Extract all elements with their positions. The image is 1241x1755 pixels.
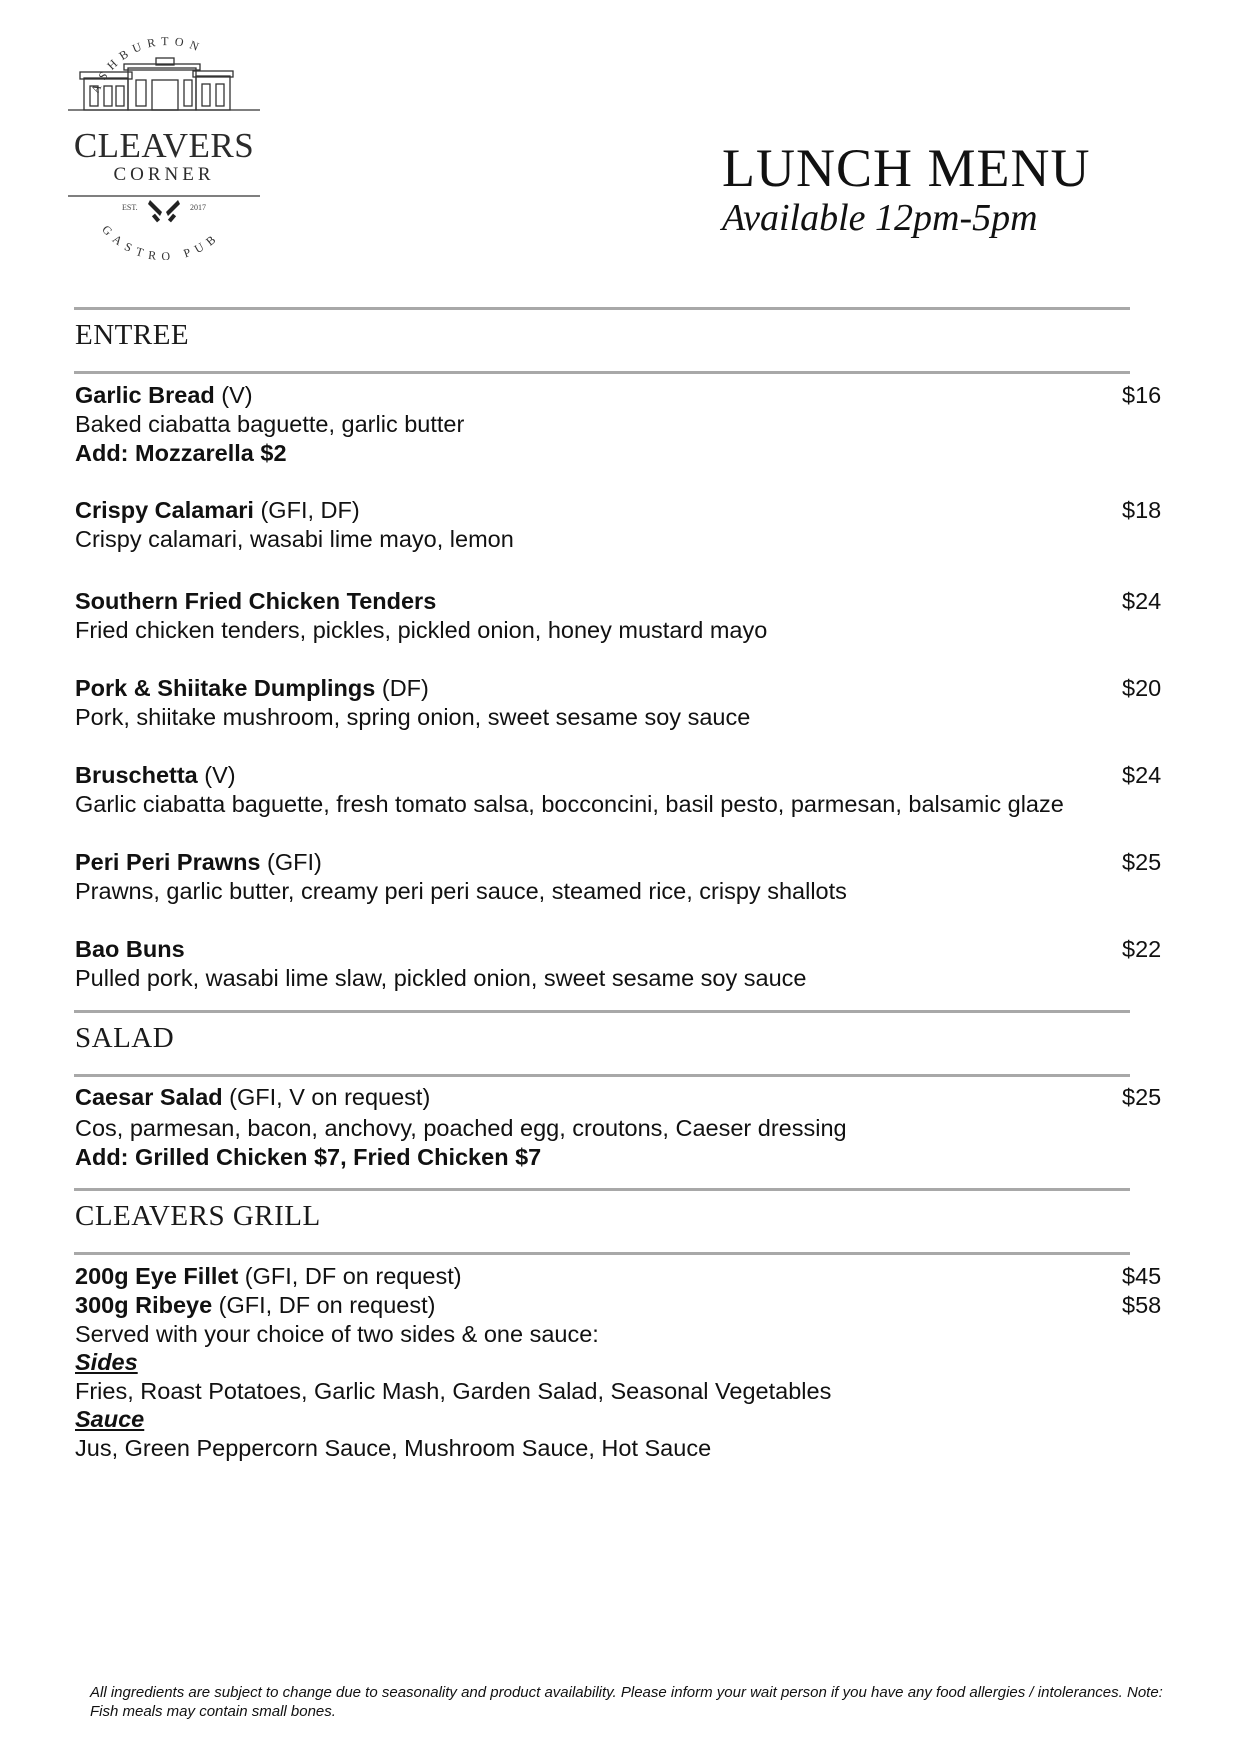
- sides-list: Fries, Roast Potatoes, Garlic Mash, Garden Salad, Seasonal Vegetables: [75, 1378, 832, 1404]
- menu-item-name: Bruschetta (V): [75, 762, 236, 788]
- sauce-heading: Sauce: [75, 1406, 145, 1432]
- menu-item-price: $24: [1122, 588, 1162, 614]
- menu-item-addon: Add: Mozzarella $2: [75, 440, 287, 466]
- menu-item-name: Pork & Shiitake Dumplings (DF): [75, 675, 429, 701]
- section-title-entree: ENTREE: [75, 319, 190, 351]
- logo-est-text: EST.: [122, 203, 138, 212]
- menu-item-description: Cos, parmesan, bacon, anchovy, poached egg, croutons, Caeser dressing: [75, 1115, 847, 1141]
- divider: [74, 371, 1130, 374]
- menu-item-description: Pulled pork, wasabi lime slaw, pickled onion, sweet sesame soy sauce: [75, 965, 807, 991]
- allergy-disclaimer: All ingredients are subject to change due to seasonality and product availability. Please inform your wait person if you have any food allergies / intolerances. Note: Fish meals may contain small bones.: [90, 1684, 1163, 1720]
- served-with-text: Served with your choice of two sides & one sauce:: [75, 1321, 599, 1347]
- menu-item-description: Crispy calamari, wasabi lime mayo, lemon: [75, 526, 514, 552]
- menu-item-name: Southern Fried Chicken Tenders: [75, 588, 437, 614]
- menu-item-name: Caesar Salad (GFI, V on request): [75, 1084, 431, 1110]
- menu-item-description: Baked ciabatta baguette, garlic butter: [75, 411, 465, 437]
- divider: [74, 1010, 1130, 1013]
- divider: [74, 1252, 1130, 1255]
- divider: [74, 1188, 1130, 1191]
- crossed-cleavers-icon: [148, 200, 180, 222]
- menu-item-name: 200g Eye Fillet (GFI, DF on request): [75, 1263, 462, 1289]
- logo-subname: CORNER: [113, 164, 215, 185]
- menu-item-name: Peri Peri Prawns (GFI): [75, 849, 322, 875]
- menu-item-price: $18: [1122, 497, 1162, 523]
- logo-year-text: 2017: [190, 203, 206, 212]
- menu-item-price: $16: [1122, 382, 1162, 408]
- svg-text:GASTRO PUB: [99, 222, 223, 260]
- menu-item-description: Prawns, garlic butter, creamy peri peri sauce, steamed rice, crispy shallots: [75, 878, 847, 904]
- menu-item-price: $25: [1122, 849, 1162, 875]
- logo-name: CLEAVERS: [73, 126, 255, 165]
- menu-item-description: Garlic ciabatta baguette, fresh tomato salsa, bocconcini, basil pesto, parmesan, balsamic glaze: [75, 791, 1064, 817]
- menu-item-price: $24: [1122, 762, 1162, 788]
- sides-heading: Sides: [75, 1349, 138, 1375]
- menu-item-price: $45: [1122, 1263, 1162, 1289]
- menu-item-price: $58: [1122, 1292, 1162, 1318]
- logo-arc-bottom-text: GASTRO PUB: [99, 222, 223, 260]
- menu-item-description: Fried chicken tenders, pickles, pickled onion, honey mustard mayo: [75, 617, 768, 643]
- section-title-grill: CLEAVERS GRILL: [75, 1200, 321, 1232]
- menu-item-name: Bao Buns: [75, 936, 185, 962]
- divider: [74, 307, 1130, 310]
- section-title-salad: SALAD: [75, 1022, 175, 1054]
- divider: [74, 1074, 1130, 1077]
- menu-item-price: $25: [1122, 1084, 1162, 1110]
- menu-item-price: $20: [1122, 675, 1162, 701]
- menu-item-price: $22: [1122, 936, 1162, 962]
- restaurant-logo: [66, 30, 262, 260]
- menu-item-name: 300g Ribeye (GFI, DF on request): [75, 1292, 436, 1318]
- menu-item-name: Garlic Bread (V): [75, 382, 253, 408]
- menu-header: [722, 138, 1152, 240]
- menu-item-description: Pork, shiitake mushroom, spring onion, sweet sesame soy sauce: [75, 704, 751, 730]
- logo-arc-top-text: ASHBURTON: [87, 34, 207, 96]
- page-title: LUNCH MENU: [722, 138, 1091, 198]
- menu-item-addon: Add: Grilled Chicken $7, Fried Chicken $7: [75, 1144, 542, 1170]
- sauce-list: Jus, Green Peppercorn Sauce, Mushroom Sauce, Hot Sauce: [75, 1435, 712, 1461]
- menu-item-name: Crispy Calamari (GFI, DF): [75, 497, 360, 523]
- availability-subtitle: Available 12pm-5pm: [722, 197, 1038, 239]
